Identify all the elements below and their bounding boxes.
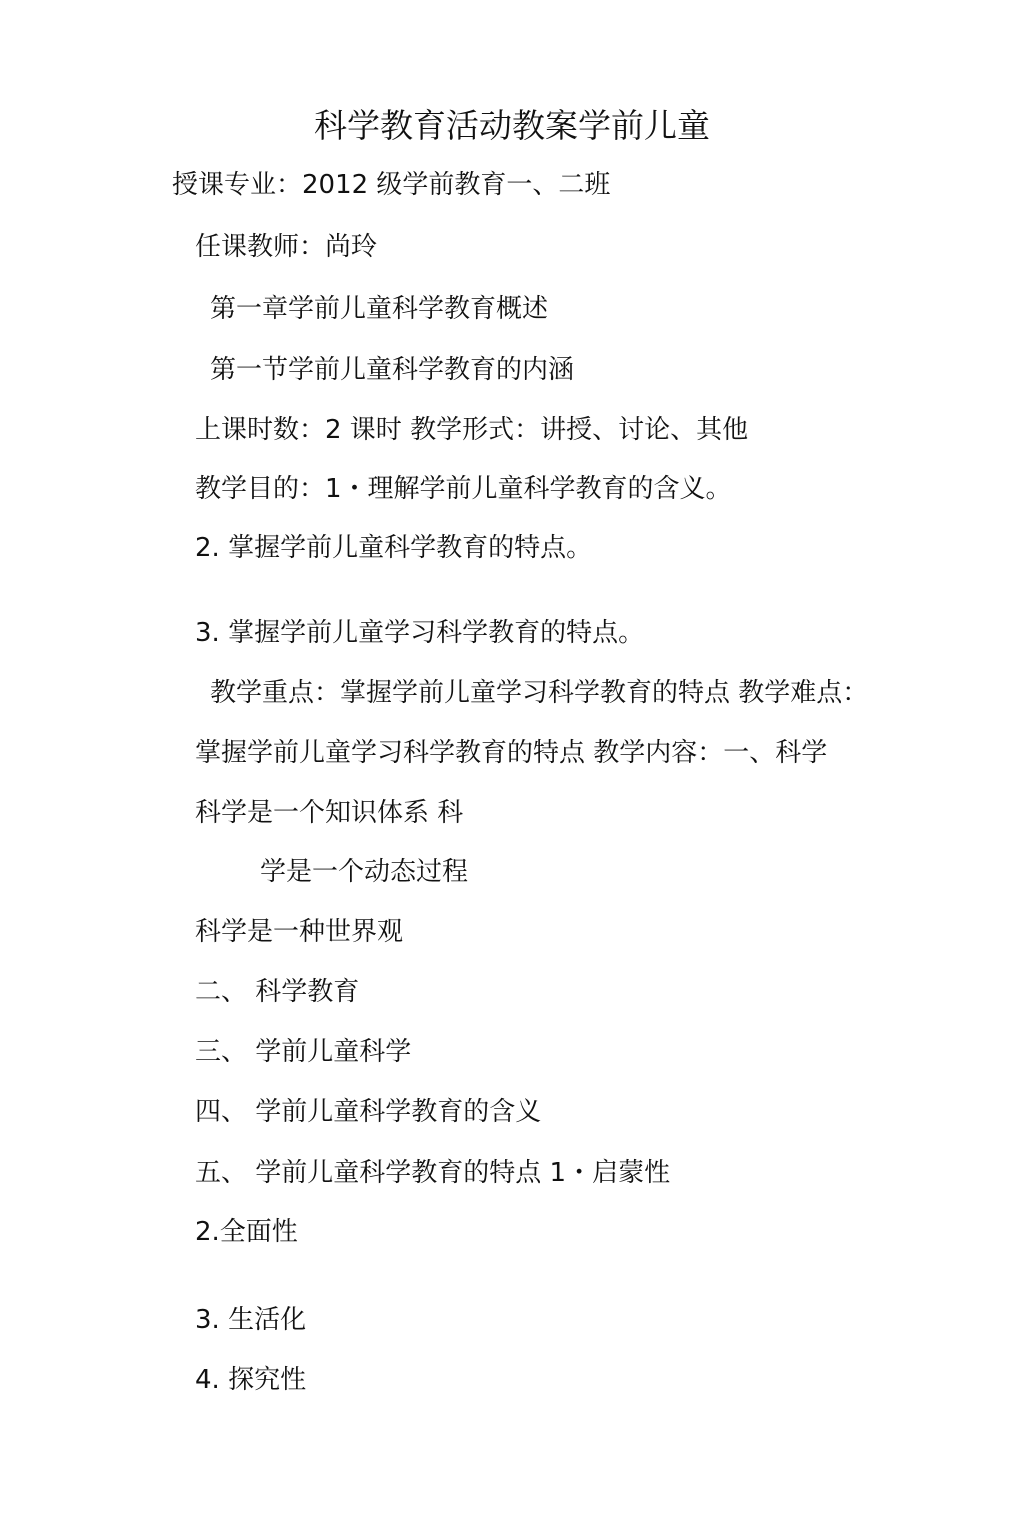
feature-3-line: 3. 生活化 <box>195 1305 307 1335</box>
science-knowledge-line: 科学是一个知识体系 科 <box>195 798 464 828</box>
item-5-heading: 五、 学前儿童科学教育的特点 1・启蒙性 <box>195 1158 671 1188</box>
goal-item-2: 2. 掌握学前儿童科学教育的特点。 <box>195 533 593 563</box>
item-4-heading: 四、 学前儿童科学教育的含义 <box>195 1097 542 1127</box>
document-title: 科学教育活动教案学前儿童 <box>314 106 710 145</box>
goal-item-3: 3. 掌握学前儿童学习科学教育的特点。 <box>195 618 645 648</box>
science-worldview-line: 科学是一种世界观 <box>195 917 404 947</box>
content-intro-line: 掌握学前儿童学习科学教育的特点 教学内容：一、科学 <box>195 738 828 768</box>
item-3-heading: 三、 学前儿童科学 <box>195 1037 412 1067</box>
chapter-heading: 第一章学前儿童科学教育概述 <box>210 294 549 324</box>
science-process-line: 学是一个动态过程 <box>260 857 469 887</box>
key-points-line: 教学重点：掌握学前儿童学习科学教育的特点 教学难点： <box>210 678 869 708</box>
section-heading: 第一节学前儿童科学教育的内涵 <box>210 355 575 385</box>
course-major-line: 授课专业：2012 级学前教育一、二班 <box>172 170 611 200</box>
feature-4-line: 4. 探究性 <box>195 1365 307 1395</box>
feature-2-line: 2.全面性 <box>195 1217 298 1247</box>
item-2-heading: 二、 科学教育 <box>195 977 360 1007</box>
class-hours-line: 上课时数：2 课时 教学形式：讲授、讨论、其他 <box>195 415 749 445</box>
teacher-line: 任课教师：尚玲 <box>195 232 378 262</box>
teaching-goal-line: 教学目的：1・理解学前儿童科学教育的含义。 <box>195 474 732 504</box>
